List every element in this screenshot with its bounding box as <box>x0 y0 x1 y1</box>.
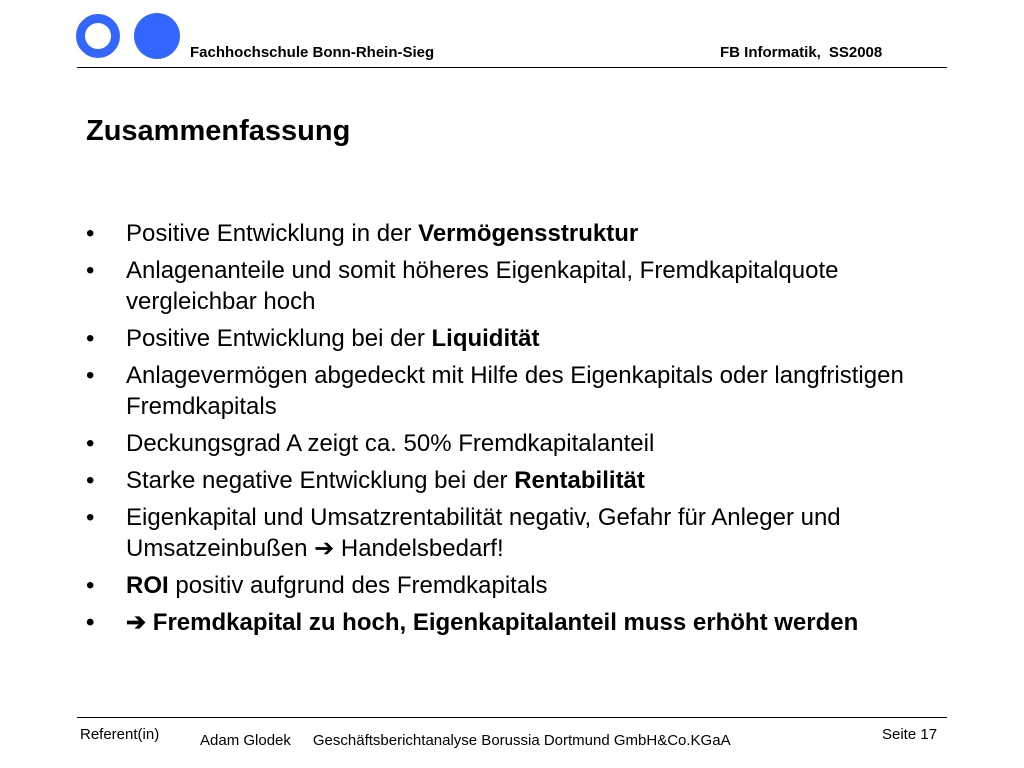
bullet-item <box>86 465 936 496</box>
bullet-item-conclusion <box>86 607 936 638</box>
bullet-item <box>86 218 936 249</box>
bullet-text: Positive Entwicklung in der <box>126 220 419 247</box>
bullet-emphasis: Vermögensstruktur <box>418 220 639 247</box>
bullet-marker: • <box>86 325 95 352</box>
bullet-text: Positive Entwicklung bei der <box>126 325 432 352</box>
footer-divider <box>77 717 947 718</box>
bullet-item <box>86 323 936 354</box>
logo-dot-icon <box>134 13 180 59</box>
bullet-marker: • <box>86 362 95 389</box>
bullet-emphasis: ROI <box>126 572 169 599</box>
bullet-emphasis: Rentabilität <box>514 467 645 494</box>
talk-title: Geschäftsberichtanalyse Borussia Dortmund GmbH&Co.KGaA <box>312 732 731 749</box>
bullet-list <box>86 218 936 644</box>
semester: SS2008 <box>828 44 883 61</box>
bullet-text: Deckungsgrad A zeigt ca. 50% Fremdkapitalanteil <box>126 430 655 457</box>
bullet-item <box>86 255 936 317</box>
bullet-marker: • <box>86 220 95 247</box>
bullet-text: ➔ Fremdkapital zu hoch, Eigenkapitalanteil muss erhöht werden <box>126 609 859 636</box>
bullet-text: Starke negative Entwicklung bei der <box>126 467 515 494</box>
bullet-item <box>86 360 936 422</box>
bullet-item <box>86 502 936 564</box>
page-number: Seite 17 <box>882 726 938 743</box>
department-info <box>720 44 882 61</box>
bullet-marker: • <box>86 467 95 494</box>
footer-center <box>200 732 731 749</box>
bullet-item <box>86 428 936 459</box>
bullet-marker: • <box>86 430 95 457</box>
presenter-name: Adam Glodek <box>200 732 291 749</box>
bullet-marker: • <box>86 609 95 636</box>
referent-label: Referent(in) <box>80 726 160 743</box>
bullet-item <box>86 570 936 601</box>
header-divider <box>77 67 947 68</box>
department-name: FB Informatik, <box>720 44 821 61</box>
logo-ring-icon <box>76 14 120 58</box>
bullet-marker: • <box>86 572 95 599</box>
bullet-text: positiv aufgrund des Fremdkapitals <box>168 572 548 599</box>
bullet-marker: • <box>86 504 95 531</box>
slide-title: Zusammenfassung <box>86 115 351 147</box>
bullet-text: Anlagenanteile und somit höheres Eigenkapital, Fremdkapitalquote vergleichbar hoch <box>126 257 839 315</box>
bullet-text: Eigenkapital und Umsatzrentabilität negativ, Gefahr für Anleger und Umsatzeinbußen ➔ Handelsbedarf! <box>126 504 841 562</box>
bullet-text: Anlagevermögen abgedeckt mit Hilfe des Eigenkapitals oder langfristigen Fremdkapitals <box>126 362 904 420</box>
bullet-emphasis: Liquidität <box>431 325 540 352</box>
bullet-marker: • <box>86 257 95 284</box>
institution-name: Fachhochschule Bonn-Rhein-Sieg <box>190 44 435 61</box>
